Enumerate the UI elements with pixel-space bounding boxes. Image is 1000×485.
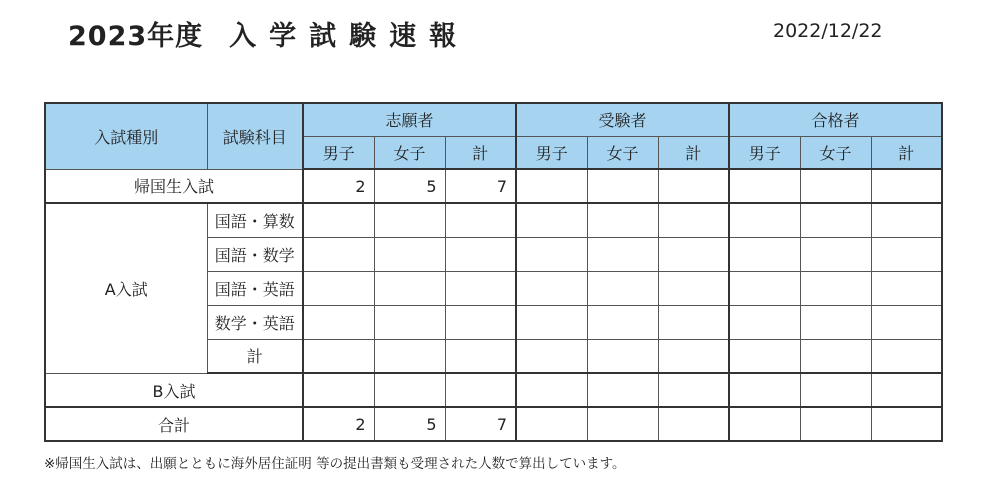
subject-label: 国語・算数 [207, 203, 303, 237]
table-row [45, 169, 942, 203]
cell-empty [374, 203, 445, 237]
header-subject: 試験科目 [207, 103, 303, 169]
cell-empty [587, 305, 658, 339]
header-male: 男子 [516, 136, 587, 169]
cell-empty [658, 169, 729, 203]
cell-empty [303, 373, 374, 407]
cell-empty [729, 305, 800, 339]
row-label-total: 合計 [45, 407, 303, 441]
header-total: 計 [658, 136, 729, 169]
table-row [45, 373, 942, 407]
row-label-b-exam: B入試 [45, 373, 303, 407]
subject-label: 国語・英語 [207, 271, 303, 305]
cell-empty [658, 271, 729, 305]
results-table [44, 102, 943, 442]
cell-empty [587, 237, 658, 271]
cell-value: 7 [445, 407, 516, 441]
cell-empty [871, 339, 942, 373]
cell-empty [445, 305, 516, 339]
header-passers: 合格者 [729, 103, 942, 136]
cell-empty [587, 169, 658, 203]
cell-value: 2 [303, 169, 374, 203]
cell-empty [871, 203, 942, 237]
cell-empty [729, 203, 800, 237]
cell-empty [303, 237, 374, 271]
subject-label: 数学・英語 [207, 305, 303, 339]
cell-empty [374, 305, 445, 339]
cell-empty [658, 237, 729, 271]
cell-empty [587, 373, 658, 407]
header-female: 女子 [587, 136, 658, 169]
cell-empty [516, 339, 587, 373]
cell-empty [871, 305, 942, 339]
row-label-a-exam: A入試 [45, 203, 207, 373]
page-title [68, 14, 469, 53]
cell-empty [871, 271, 942, 305]
table-row [45, 407, 942, 441]
cell-empty [729, 169, 800, 203]
cell-empty [658, 203, 729, 237]
cell-empty [516, 237, 587, 271]
subject-label: 計 [207, 339, 303, 373]
header-applicants: 志願者 [303, 103, 516, 136]
header-female: 女子 [800, 136, 871, 169]
cell-value: 5 [374, 407, 445, 441]
header-male: 男子 [303, 136, 374, 169]
cell-empty [587, 271, 658, 305]
table-row [45, 203, 942, 237]
cell-empty [516, 203, 587, 237]
cell-empty [303, 271, 374, 305]
cell-empty [374, 271, 445, 305]
cell-empty [445, 271, 516, 305]
cell-empty [729, 339, 800, 373]
cell-empty [800, 203, 871, 237]
footnote: ※帰国生入試は、出願とともに海外居住証明 等の提出書類も受理された人数で算出しています。 [44, 456, 626, 472]
cell-empty [445, 373, 516, 407]
cell-empty [587, 339, 658, 373]
cell-empty [445, 203, 516, 237]
cell-empty [800, 305, 871, 339]
header-total: 計 [871, 136, 942, 169]
cell-value: 2 [303, 407, 374, 441]
cell-empty [800, 237, 871, 271]
report-title: 入学試験速報 [229, 21, 470, 52]
cell-empty [516, 373, 587, 407]
cell-empty [658, 305, 729, 339]
header-exam-type: 入試種別 [45, 103, 207, 169]
cell-empty [800, 169, 871, 203]
cell-empty [800, 339, 871, 373]
cell-empty [374, 373, 445, 407]
cell-empty [303, 339, 374, 373]
cell-empty [587, 203, 658, 237]
cell-empty [516, 305, 587, 339]
cell-empty [800, 407, 871, 441]
year-label: 2023年度 [68, 21, 204, 52]
header-examinees: 受験者 [516, 103, 729, 136]
cell-empty [729, 237, 800, 271]
subject-label: 国語・数学 [207, 237, 303, 271]
cell-empty [516, 271, 587, 305]
cell-empty [871, 237, 942, 271]
cell-empty [374, 237, 445, 271]
cell-empty [303, 305, 374, 339]
cell-empty [374, 339, 445, 373]
header-female: 女子 [374, 136, 445, 169]
cell-empty [871, 169, 942, 203]
cell-empty [658, 339, 729, 373]
header-male: 男子 [729, 136, 800, 169]
cell-empty [303, 203, 374, 237]
cell-empty [445, 339, 516, 373]
cell-empty [871, 407, 942, 441]
cell-empty [445, 237, 516, 271]
cell-empty [729, 271, 800, 305]
header-total: 計 [445, 136, 516, 169]
report-date: 2022/12/22 [773, 20, 883, 42]
cell-empty [516, 407, 587, 441]
cell-value: 7 [445, 169, 516, 203]
cell-empty [729, 407, 800, 441]
cell-empty [658, 407, 729, 441]
cell-empty [516, 169, 587, 203]
cell-empty [658, 373, 729, 407]
cell-empty [729, 373, 800, 407]
cell-empty [800, 373, 871, 407]
cell-empty [587, 407, 658, 441]
row-label-kikoku: 帰国生入試 [45, 169, 303, 203]
cell-value: 5 [374, 169, 445, 203]
cell-empty [871, 373, 942, 407]
cell-empty [800, 271, 871, 305]
